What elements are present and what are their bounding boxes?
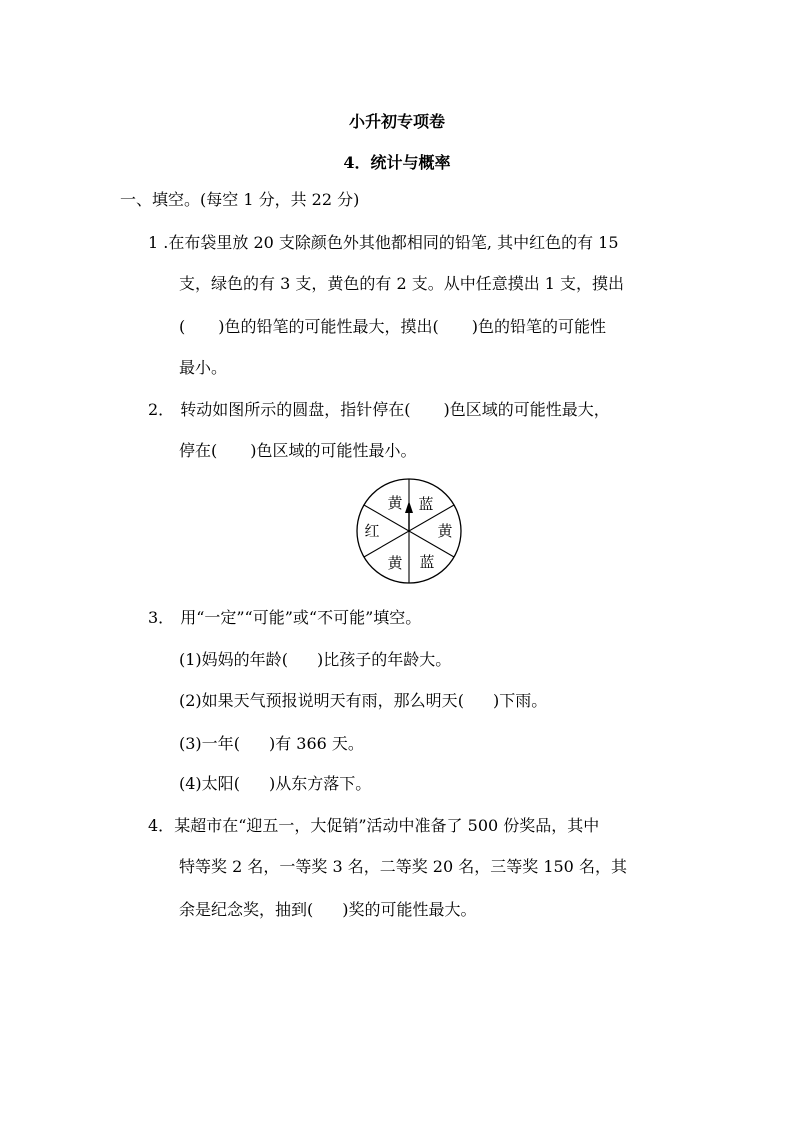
item-text: 如果天气预报说明天有雨，那么明天 [201,691,458,710]
answer-blank[interactable]: ( ) [233,774,276,793]
item-text: 太阳 [201,774,234,793]
sector-label-blue: 蓝 [419,553,435,571]
answer-blank[interactable]: ( ) [233,734,276,753]
question-text: 色的铅笔的可能性最大，摸出 [224,317,433,336]
question-3-item-3 [179,734,364,754]
sector-label-yellow: 黄 [387,494,403,512]
item-text: 比孩子的年龄大。 [323,650,452,669]
item-text: 一年 [201,734,234,753]
item-text: 从东方落下。 [275,774,372,793]
answer-blank[interactable]: ( ) [307,900,349,919]
question-1-line-1 [148,233,619,253]
question-4-line-2: 特等奖 2 名，一等奖 3 名，二等奖 20 名，三等奖 150 名，其 [179,857,627,876]
sector-label-red: 红 [364,522,380,540]
question-text: 奖的可能性最大。 [348,900,477,919]
sector-label-yellow: 黄 [437,522,453,540]
answer-blank[interactable]: ( ) [432,317,479,336]
question-text: 某超市在“迎五一，大促销”活动中准备了 500 份奖品，其中 [174,816,600,835]
question-3-item-4 [179,774,371,794]
question-text: 色区域的可能性最大， [449,400,610,419]
sector-label-blue: 蓝 [418,495,434,513]
question-text: 色的铅笔的可能性 [478,317,607,336]
question-1-line-2: 支，绿色的有 3 支，黄色的有 2 支。从中任意摸出 1 支，摸出 [179,274,625,293]
answer-blank[interactable]: ( ) [179,317,225,336]
item-label: (3) [179,734,202,753]
answer-blank[interactable]: ( ) [281,650,324,669]
question-text: 转动如图所示的圆盘，指针停在 [180,400,405,419]
question-text: 在布袋里放 20 支除颜色外其他都相同的铅笔, 其中红色的有 15 [168,233,619,252]
question-1-line-3 [179,317,606,337]
question-3-item-2 [179,691,547,711]
question-text: 余是纪念奖，抽到 [179,900,308,919]
sector-label-yellow: 黄 [387,554,403,572]
unit-title: 4．统计与概率 [343,153,451,172]
question-4-line-3 [179,900,477,920]
question-3-line-1 [148,608,421,628]
section-heading: 一、填空。(每空 1 分，共 22 分) [120,190,360,209]
item-label: (1) [179,650,202,669]
item-label: (2) [179,691,202,710]
question-number: 1 . [148,233,169,252]
question-2-line-2 [179,441,417,461]
question-number: 4． [148,816,175,835]
item-text: 下雨。 [499,691,548,710]
question-1-line-4: 最小。 [179,358,228,377]
spinner-diagram [355,477,463,585]
series-title: 小升初专项卷 [348,112,445,131]
question-text: 色区域的可能性最小。 [256,441,417,460]
question-number: 3． [148,608,175,627]
answer-blank[interactable]: ( ) [211,441,257,460]
question-text: 用“一定”“可能”或“不可能”填空。 [180,608,422,627]
answer-blank[interactable]: ( ) [457,691,500,710]
question-text: 停在 [179,441,212,460]
question-4-line-1 [148,816,599,836]
answer-blank[interactable]: ( ) [404,400,450,419]
item-text: 有 366 天。 [275,734,364,753]
item-label: (4) [179,774,202,793]
question-2-line-1 [148,400,610,420]
question-number: 2． [148,400,175,419]
item-text: 妈妈的年龄 [201,650,282,669]
question-3-item-1 [179,650,451,670]
